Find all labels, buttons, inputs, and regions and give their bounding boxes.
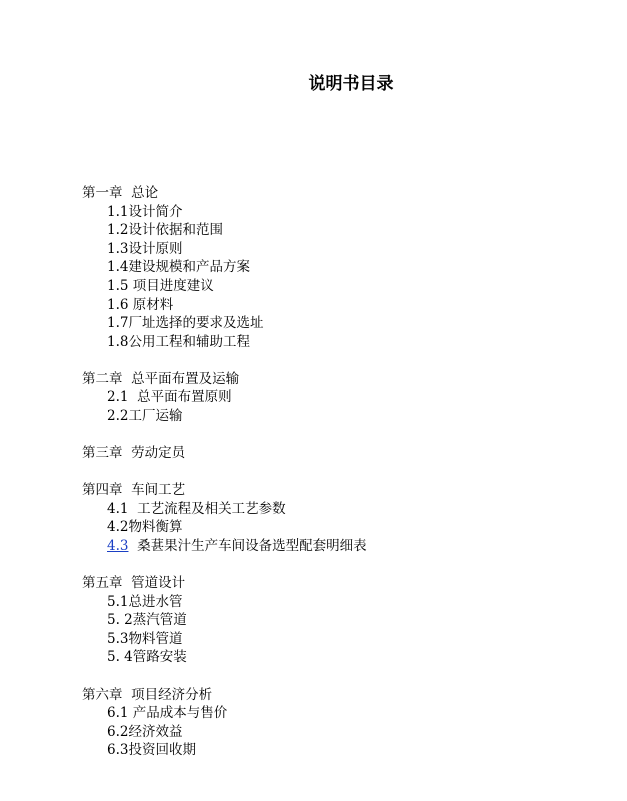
toc-section-number: 4.2	[107, 519, 129, 536]
toc-section-text: 设计原则	[128, 240, 183, 257]
toc-section-number: 1.1	[107, 203, 129, 220]
toc-chapter	[82, 184, 602, 351]
toc-section-item[interactable]	[82, 407, 602, 426]
toc-section-number: 4.1	[107, 500, 129, 517]
toc-section-text: 设计依据和范围	[128, 222, 223, 239]
toc-section-text: 总平面布置原则	[128, 389, 232, 406]
page-title: 说明书目录	[308, 74, 394, 94]
toc-section-number: 2.2	[107, 408, 129, 425]
toc-section-item[interactable]	[82, 611, 602, 630]
toc-section-item[interactable]	[82, 518, 602, 537]
toc-section-number: 6.1	[107, 705, 129, 722]
toc-section-item[interactable]	[82, 593, 602, 612]
toc-section-item[interactable]	[82, 240, 602, 259]
toc-chapter-title[interactable]: 第五章 管道设计	[82, 575, 186, 592]
toc-chapter-title[interactable]: 第四章 车间工艺	[82, 482, 186, 499]
toc-section-number: 2.1	[107, 389, 129, 406]
toc-section-text: 工厂运输	[128, 408, 183, 425]
toc-section-text: 产品成本与售价	[128, 705, 228, 722]
toc-section-text: 桑葚果汁生产车间设备选型配套明细表	[128, 538, 367, 554]
toc-chapter-title[interactable]: 第二章 总平面布置及运输	[82, 370, 240, 387]
toc-section-number: 1.2	[107, 222, 129, 239]
toc-chapter-title[interactable]: 第一章 总论	[82, 185, 159, 201]
toc-section-text: 设计简介	[128, 203, 183, 220]
toc-section-number: 5. 4	[107, 649, 133, 666]
toc-section-number: 1.8	[107, 333, 129, 350]
toc-section-text: 物料管道	[128, 630, 183, 647]
toc-section-number: 1.7	[107, 315, 129, 332]
toc-section-text: 管路安装	[132, 649, 187, 666]
toc-chapter	[82, 574, 602, 667]
toc-section-item[interactable]	[82, 648, 602, 667]
toc-section-text: 总进水管	[128, 593, 183, 610]
toc-section-text: 建设规模和产品方案	[128, 259, 250, 276]
toc-section-number: 1.5	[107, 277, 129, 294]
toc-section-item[interactable]	[82, 723, 602, 742]
toc-section-item[interactable]	[82, 258, 602, 277]
toc-section-text: 经济效益	[128, 723, 183, 740]
toc-section-text: 蒸汽管道	[132, 612, 187, 629]
toc-section-number: 6.2	[107, 723, 129, 740]
toc-section-item[interactable]	[82, 277, 602, 296]
toc-section-item[interactable]	[82, 500, 602, 519]
toc-section-number: 5.1	[107, 593, 129, 610]
table-of-contents	[82, 184, 602, 778]
toc-section-text: 投资回收期	[128, 742, 196, 759]
toc-section-number: 1.3	[107, 240, 129, 257]
toc-section-text: 公用工程和辅助工程	[128, 333, 250, 350]
toc-section-text: 工艺流程及相关工艺参数	[128, 500, 286, 517]
toc-section-number: 1.4	[107, 259, 129, 276]
toc-chapter	[82, 686, 602, 760]
toc-section-text: 项目进度建议	[128, 277, 214, 294]
toc-section-item[interactable]	[82, 388, 602, 407]
toc-section-number: 6.3	[107, 742, 129, 759]
toc-section-item[interactable]	[82, 203, 602, 222]
toc-section-item[interactable]	[82, 741, 602, 760]
toc-section-text: 厂址选择的要求及选址	[128, 315, 264, 332]
toc-section-text: 原材料	[128, 296, 174, 313]
toc-section-number: 5. 2	[107, 612, 133, 629]
toc-chapter	[82, 444, 602, 463]
toc-section-item[interactable]	[82, 537, 602, 556]
toc-section-item[interactable]	[82, 314, 602, 333]
toc-section-number: 5.3	[107, 630, 129, 647]
toc-section-item[interactable]	[82, 221, 602, 240]
toc-section-number[interactable]: 4.3	[107, 538, 129, 554]
toc-chapter	[82, 370, 602, 426]
toc-section-item[interactable]	[82, 704, 602, 723]
toc-section-item[interactable]	[82, 296, 602, 315]
toc-section-item[interactable]	[82, 333, 602, 352]
toc-chapter-title[interactable]: 第六章 项目经济分析	[82, 686, 213, 703]
toc-chapter-title[interactable]: 第三章 劳动定员	[82, 445, 186, 462]
toc-section-number: 1.6	[107, 296, 129, 313]
toc-section-text: 物料衡算	[128, 519, 183, 536]
toc-chapter	[82, 481, 602, 555]
toc-section-item[interactable]	[82, 630, 602, 649]
